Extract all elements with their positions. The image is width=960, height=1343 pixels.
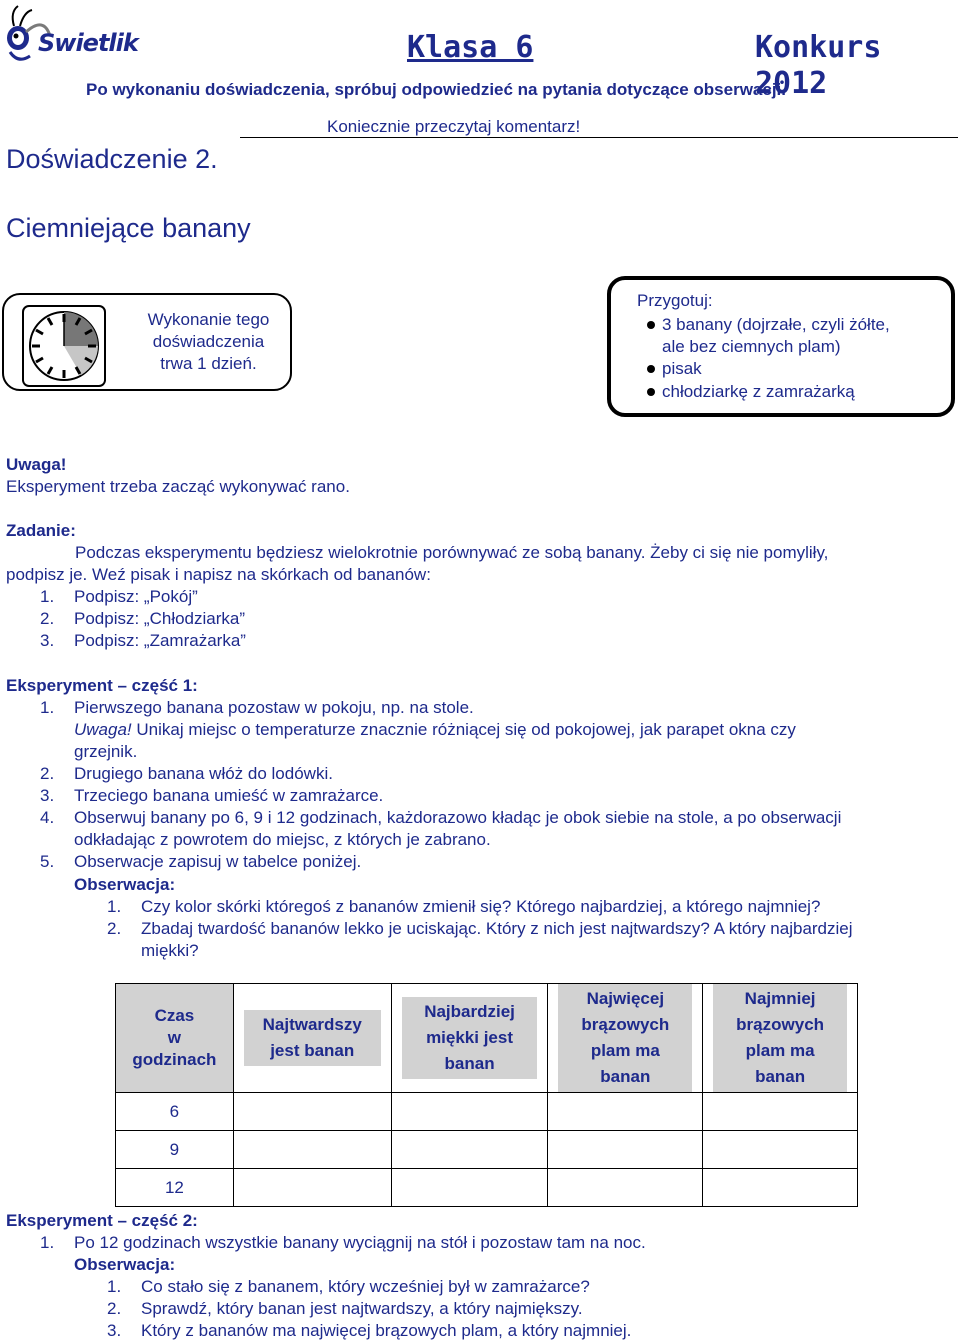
part1-obs-2: Zbadaj twardość bananów lekko je uciskając. Który z nich jest najtwardszy? A który najbardziej	[141, 919, 853, 938]
table-cell-empty[interactable]	[233, 1169, 391, 1207]
header-time: Czas w godzinach	[116, 984, 234, 1093]
table-cell-empty[interactable]	[233, 1093, 391, 1131]
table-cell-empty[interactable]	[391, 1093, 548, 1131]
duration-box	[2, 293, 292, 391]
warning-text: Eksperyment trzeba zacząć wykonywać rano.	[6, 477, 350, 496]
part2-step-1-num: 1.	[40, 1233, 55, 1252]
part2-obs-1-num: 1.	[107, 1277, 122, 1296]
header-most-spots: Najwięcej brązowych plam ma banan	[548, 984, 703, 1093]
task-line-1: Podczas eksperymentu będziesz wielokrotnie porównywać ze sobą banany. Żeby ci się nie pomyliły,	[75, 543, 829, 562]
part1-step-1: Pierwszego banana pozostaw w pokoju, np. na stole.	[74, 698, 474, 717]
class-label: Klasa 6	[407, 30, 534, 65]
warning-label: Uwaga!	[6, 455, 67, 474]
task-label: Zadanie:	[6, 521, 76, 540]
table-cell-empty[interactable]	[391, 1131, 548, 1169]
part1-step-3: Trzeciego banana umieść w zamrażarce.	[74, 786, 384, 805]
part1-step-1-num: 1.	[40, 698, 55, 717]
part1-obs-2-cont: miękki?	[141, 941, 199, 960]
prepare-item-2: pisak	[662, 359, 702, 378]
part1-title: Eksperyment – część 1:	[6, 676, 198, 695]
part1-step-4-cont: odkładając z powrotem do miejsc, z których je zabrano.	[74, 830, 491, 849]
part1-step-4-num: 4.	[40, 808, 55, 827]
part1-obs-1-num: 1.	[107, 897, 122, 916]
header-least-spots: Najmniej brązowych plam ma banan	[703, 984, 858, 1093]
part2-obs-1: Co stało się z bananem, który wcześniej był w zamrażarce?	[141, 1277, 590, 1296]
header-hardest: Najtwardszy jest banan	[233, 984, 391, 1093]
logo	[4, 2, 138, 68]
part1-step-1-warning-cont: grzejnik.	[74, 742, 138, 761]
part2-obs-3: Który z bananów ma najwięcej brązowych plam, a który najmniej.	[141, 1321, 632, 1340]
task-line-2: podpisz je. Weź pisak i napisz na skórkach od bananów:	[6, 565, 431, 584]
table-row	[116, 1093, 858, 1131]
table-cell-hours: 9	[116, 1131, 234, 1169]
part1-step-4: Obserwuj banany po 6, 9 i 12 godzinach, każdorazowo kładąc je obok siebie na stole, a po obserwacji	[74, 808, 842, 827]
prepare-item-1: 3 banany (dojrzałe, czyli żółte,	[662, 315, 890, 334]
table-cell-empty[interactable]	[703, 1093, 858, 1131]
logo-text: Swietlik	[38, 29, 138, 57]
part2-title: Eksperyment – część 2:	[6, 1211, 198, 1230]
task-item-1: 1. Podpisz: „Pokój”	[40, 587, 198, 606]
bullet-icon	[647, 321, 655, 329]
part2-obs-2: Sprawdź, który banan jest najtwardszy, a który najmiększy.	[141, 1299, 583, 1318]
table-cell-empty[interactable]	[703, 1131, 858, 1169]
bullet-icon	[647, 388, 655, 396]
table-cell-empty[interactable]	[391, 1169, 548, 1207]
header-softest: Najbardziej miękki jest banan	[391, 984, 548, 1093]
table-header-row	[116, 984, 858, 1093]
part2-obs-3-num: 3.	[107, 1321, 122, 1340]
table-cell-hours: 12	[116, 1169, 234, 1207]
bullet-icon	[647, 365, 655, 373]
experiment-number-title: Doświadczenie 2.	[6, 144, 218, 174]
part1-obs-1: Czy kolor skórki któregoś z bananów zmienił się? Którego najbardziej, a którego najmniej?	[141, 897, 821, 916]
table-row	[116, 1169, 858, 1207]
duration-line-3: trwa 1 dzień.	[160, 354, 257, 373]
part2-observation-label: Obserwacja:	[74, 1255, 176, 1274]
part1-step-5: Obserwacje zapisuj w tabelce poniżej.	[74, 852, 362, 871]
observation-table	[115, 983, 858, 1207]
task-item-3: 3. Podpisz: „Zamrażarka”	[40, 631, 246, 650]
experiment-name: Ciemniejące banany	[6, 213, 251, 243]
duration-line-2: doświadczenia	[152, 332, 265, 351]
part2-obs-2-num: 2.	[107, 1299, 122, 1318]
table-cell-empty[interactable]	[233, 1131, 391, 1169]
table-cell-empty[interactable]	[548, 1169, 703, 1207]
prepare-item-3: chłodziarkę z zamrażarką	[662, 382, 855, 401]
clock-icon	[22, 305, 106, 387]
header-instruction: Po wykonaniu doświadczenia, spróbuj odpowiedzieć na pytania dotyczące obserwacji.	[86, 80, 786, 99]
table-cell-empty[interactable]	[703, 1169, 858, 1207]
part1-obs-2-num: 2.	[107, 919, 122, 938]
part1-step-3-num: 3.	[40, 786, 55, 805]
duration-line-1: Wykonanie tego	[147, 310, 270, 329]
comment-note: Koniecznie przeczytaj komentarz!	[327, 117, 581, 136]
prepare-title: Przygotuj:	[637, 291, 713, 310]
part1-step-1-warning: Uwaga! Unikaj miejsc o temperaturze znacznie różniącej się od pokojowej, jak parapet okna czy	[74, 720, 796, 739]
part1-observation-label: Obserwacja:	[74, 875, 176, 894]
table-cell-empty[interactable]	[548, 1093, 703, 1131]
part1-step-5-num: 5.	[40, 852, 55, 871]
part1-step-2-num: 2.	[40, 764, 55, 783]
table-row	[116, 1131, 858, 1169]
part1-step-2: Drugiego banana włóż do lodówki.	[74, 764, 333, 783]
prepare-item-1-cont: ale bez ciemnych plam)	[662, 337, 841, 356]
prepare-box	[607, 276, 955, 417]
table-cell-hours: 6	[116, 1093, 234, 1131]
header-rule	[240, 137, 958, 138]
part2-step-1: Po 12 godzinach wszystkie banany wyciągnij na stół i pozostaw tam na noc.	[74, 1233, 646, 1252]
task-item-2: 2. Podpisz: „Chłodziarka”	[40, 609, 246, 628]
table-cell-empty[interactable]	[548, 1131, 703, 1169]
contest-label: Konkurs 2012	[755, 30, 882, 101]
